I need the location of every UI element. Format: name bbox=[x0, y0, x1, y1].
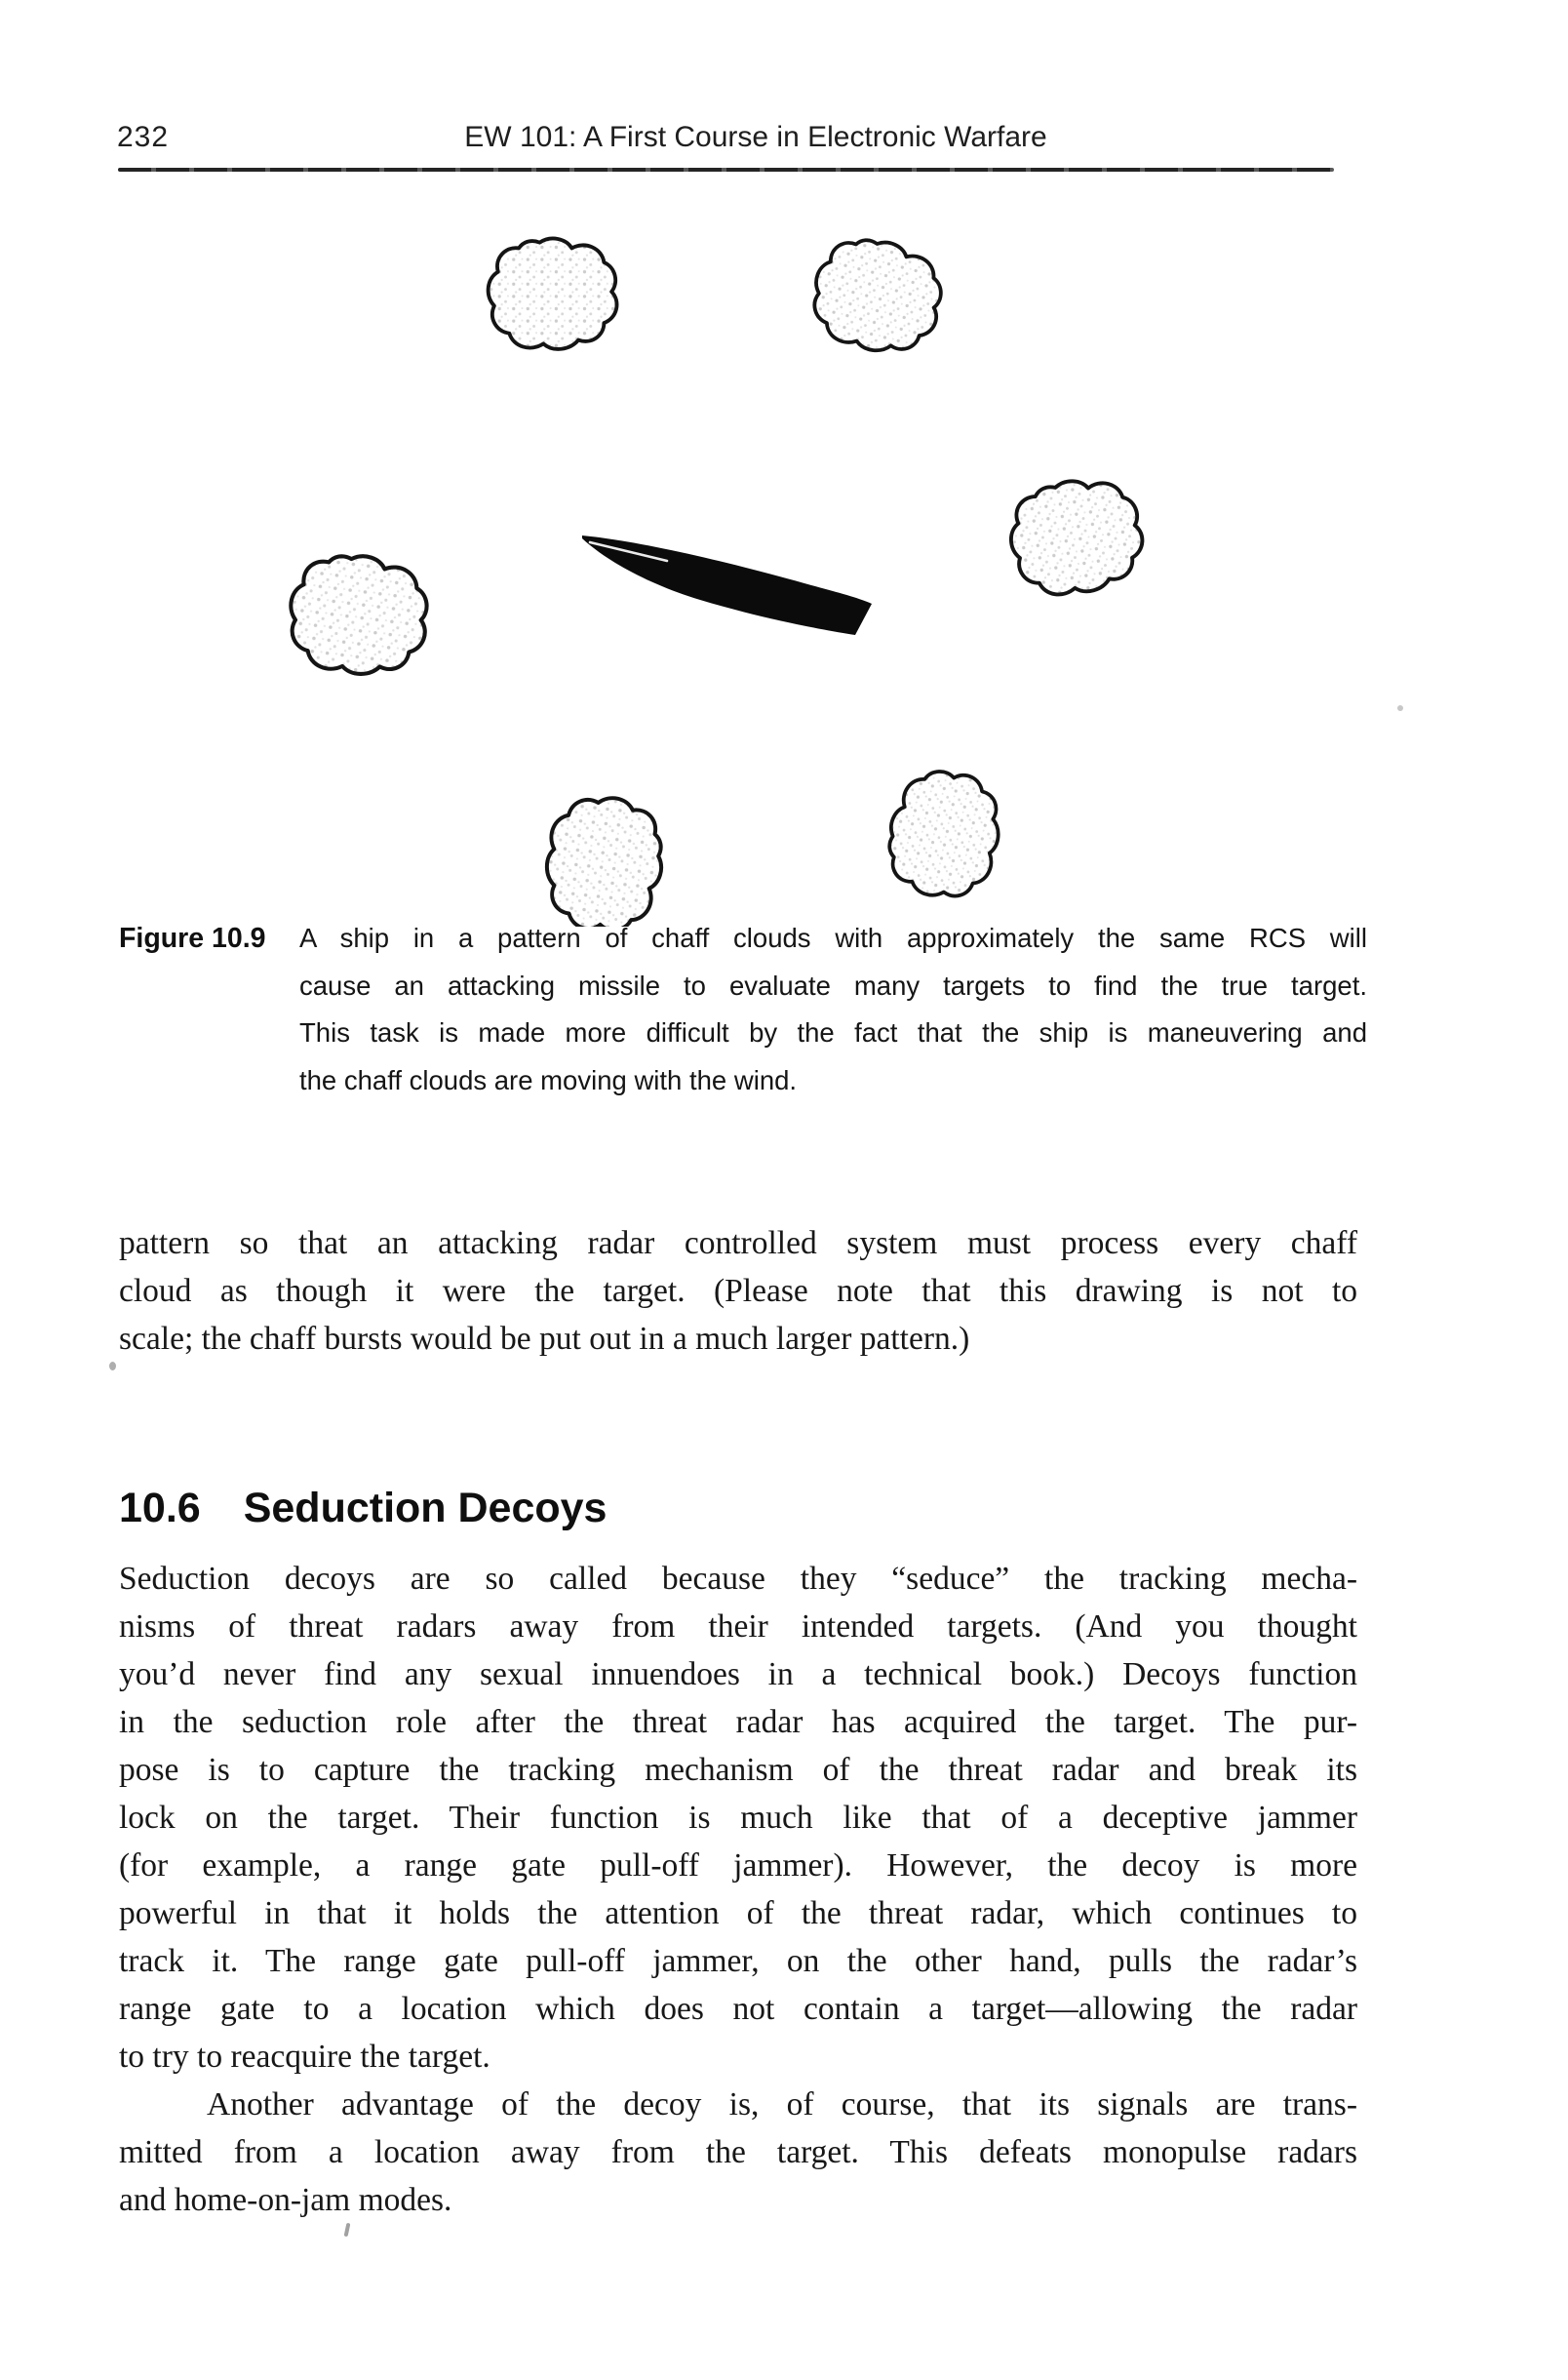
text-line: track it. The range gate pull-off jammer, on the other hand, pulls the radar’s bbox=[119, 1943, 1357, 1979]
text-line: the chaff clouds are moving with the wind. bbox=[299, 1064, 798, 1095]
text-line: cloud as though it were the target. (Please note that this drawing is not to bbox=[119, 1273, 1357, 1309]
text-line: A ship in a pattern of chaff clouds with approximately the same RCS will bbox=[299, 923, 1367, 953]
chaff-cloud bbox=[284, 548, 434, 682]
ship-silhouette bbox=[582, 536, 872, 635]
chaff-cloud bbox=[803, 229, 951, 364]
figure-caption-label: Figure 10.9 bbox=[119, 923, 266, 954]
section-title: Seduction Decoys bbox=[243, 1484, 608, 1531]
page-number: 232 bbox=[117, 121, 170, 153]
text-line: (for example, a range gate pull-off jammer). However, the decoy is more bbox=[119, 1847, 1357, 1884]
figure-10-9-illustration bbox=[283, 229, 1160, 927]
text-line: cause an attacking missile to evaluate many targets to find the true target. bbox=[299, 970, 1367, 1001]
text-line: Seduction decoys are so called because they “seduce” the tracking mecha- bbox=[119, 1561, 1357, 1597]
text-line: nisms of threat radars away from their intended targets. (And you thought bbox=[119, 1608, 1357, 1645]
scan-artifact-dot bbox=[109, 1362, 116, 1370]
body-paragraph-1 bbox=[119, 1219, 1357, 1363]
text-line: pattern so that an attacking radar controlled system must process every chaff bbox=[119, 1225, 1357, 1261]
section-number: 10.6 bbox=[119, 1484, 201, 1531]
scan-artifact-dot bbox=[1397, 705, 1403, 711]
chaff-cloud bbox=[489, 238, 617, 348]
scan-artifact-tick bbox=[344, 2223, 351, 2238]
header-rule bbox=[118, 168, 1334, 172]
text-line: Another advantage of the decoy is, of course, that its signals are trans- bbox=[207, 2086, 1357, 2122]
body-paragraph-3 bbox=[119, 2081, 1357, 2224]
running-header bbox=[0, 121, 1568, 164]
running-header-title: EW 101: A First Course in Electronic Warfare bbox=[464, 121, 1047, 153]
text-line: mitted from a location away from the target. This defeats monopulse radars bbox=[119, 2134, 1357, 2170]
text-line: This task is made more difficult by the fact that the ship is maneuvering and bbox=[299, 1017, 1367, 1048]
text-line: and home-on-jam modes. bbox=[119, 2182, 452, 2218]
text-line: in the seduction role after the threat radar has acquired the target. The pur- bbox=[119, 1704, 1357, 1740]
text-line: to try to reacquire the target. bbox=[119, 2039, 490, 2075]
chaff-cloud bbox=[541, 792, 668, 927]
text-line: lock on the target. Their function is much like that of a deceptive jammer bbox=[119, 1800, 1357, 1836]
body-paragraph-2 bbox=[119, 1555, 1357, 2081]
text-line: scale; the chaff bursts would be put out in a much larger pattern.) bbox=[119, 1321, 970, 1357]
figure-caption-text bbox=[299, 915, 1367, 1104]
chaff-cloud bbox=[1003, 471, 1150, 602]
text-line: range gate to a location which does not contain a target—allowing the radar bbox=[119, 1991, 1357, 2027]
section-heading bbox=[119, 1485, 607, 1532]
text-line: pose is to capture the tracking mechanism of the threat radar and break its bbox=[119, 1752, 1357, 1788]
text-line: you’d never find any sexual innuendoes in a technical book.) Decoys function bbox=[119, 1656, 1357, 1692]
text-line: powerful in that it holds the attention of the threat radar, which continues to bbox=[119, 1895, 1357, 1931]
chaff-cloud bbox=[879, 763, 1009, 907]
